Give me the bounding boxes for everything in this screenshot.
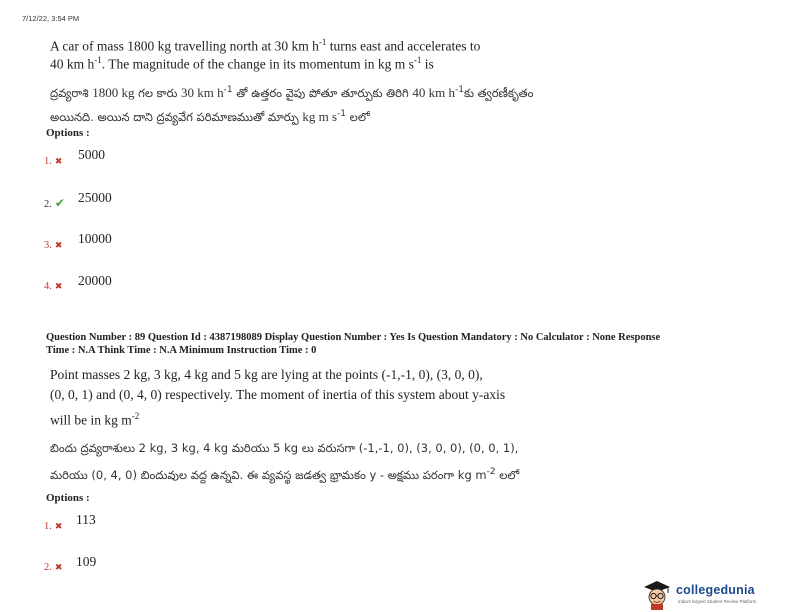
metadata-line-2: Time : N.A Think Time : N.A Minimum Instruction Time : 0 <box>46 345 317 356</box>
q2-english-line-3: will be in kg $m^{-2}$ <box>50 411 140 428</box>
q1-option-2-marker: 2. ✔ <box>44 196 65 210</box>
q1-option-1-marker: 1. ✖ <box>44 156 63 167</box>
q1-telugu-line-2: అయినది. అయిన దాని ద్రవ్యవేగ పరిమాణముతో మార్పు kg m $s^{-1}$ లలో <box>50 108 370 124</box>
q1-option-4-marker: 4. ✖ <box>44 281 63 292</box>
q1-english-line-2: 40 km $h^{-1}$. The magnitude of the change in its momentum in kg m $s^{-1}$ is <box>50 55 434 72</box>
q1-options-label: Options : <box>46 127 90 139</box>
collegedunia-logo[interactable] <box>640 578 790 610</box>
graduate-mascot-icon <box>640 578 674 610</box>
check-icon: ✔ <box>54 196 65 210</box>
wrong-icon: ✖ <box>54 281 63 291</box>
question-metadata <box>46 331 766 357</box>
q1-option-3-value: 10000 <box>78 231 112 246</box>
q2-option-1-marker: 1. ✖ <box>44 521 63 532</box>
wrong-icon: ✖ <box>54 521 63 531</box>
q2-english-line-2: (0, 0, 1) and (0, 4, 0) respectively. The moment of inertia of this system about y-axis <box>50 387 506 402</box>
logo-wordmark: collegedunia <box>676 583 755 597</box>
q2-english-line-1: Point masses 2 kg, 3 kg, 4 kg and 5 kg are lying at the points (-1,-1, 0), (3, 0, 0), <box>50 367 483 382</box>
wrong-icon: ✖ <box>54 562 63 572</box>
wrong-icon: ✖ <box>54 156 63 166</box>
wrong-icon: ✖ <box>54 240 63 250</box>
q2-option-2-value: 109 <box>76 554 97 569</box>
q1-telugu-line-1: ద్రవ్యరాశి 1800 kg గల కారు 30 km $h^{-1}$ తో ఉత్తరం వైపు పోతూ తూర్పుకు తిరిగి 40 km $h^{-1}కు$ త్వరణీకృతం <box>50 84 534 100</box>
q2-telugu-line-1: బిందు ద్రవ్యరాశులు 2 kg, 3 kg, 4 kg మరియు 5 kg లు వరుసగా (-1,-1, 0), (3, 0, 0), (0, 0, 1), <box>50 441 519 455</box>
q1-option-1-value: 5000 <box>78 147 105 162</box>
q1-english-line-1: A car of mass 1800 kg travelling north at 30 km $h^{-1}$ turns east and accelerates to <box>50 37 481 54</box>
q1-option-2-value: 25000 <box>78 190 112 205</box>
metadata-line-1: Question Number : 89 Question Id : 4387198089 Display Question Number : Yes Is Question Mandatory : No Calculator : None Response <box>46 332 661 343</box>
q1-option-4-value: 20000 <box>78 273 112 288</box>
q2-option-2-marker: 2. ✖ <box>44 562 63 573</box>
q1-option-3-marker: 3. ✖ <box>44 240 63 251</box>
q2-option-1-value: 113 <box>76 512 96 527</box>
q2-options-label: Options : <box>46 492 90 504</box>
timestamp: 7/12/22, 3:54 PM <box>22 14 80 23</box>
q2-telugu-line-2: మరియు (0, 4, 0) బిందువుల వద్ద ఉన్నవి. ఈ వ్యవస్థ జడత్వ భ్రామకం y - అక్షము పరంగా kg $m^{-2}$ లలో <box>50 467 520 482</box>
logo-tagline: India's largest Student Review Platform <box>678 599 757 604</box>
